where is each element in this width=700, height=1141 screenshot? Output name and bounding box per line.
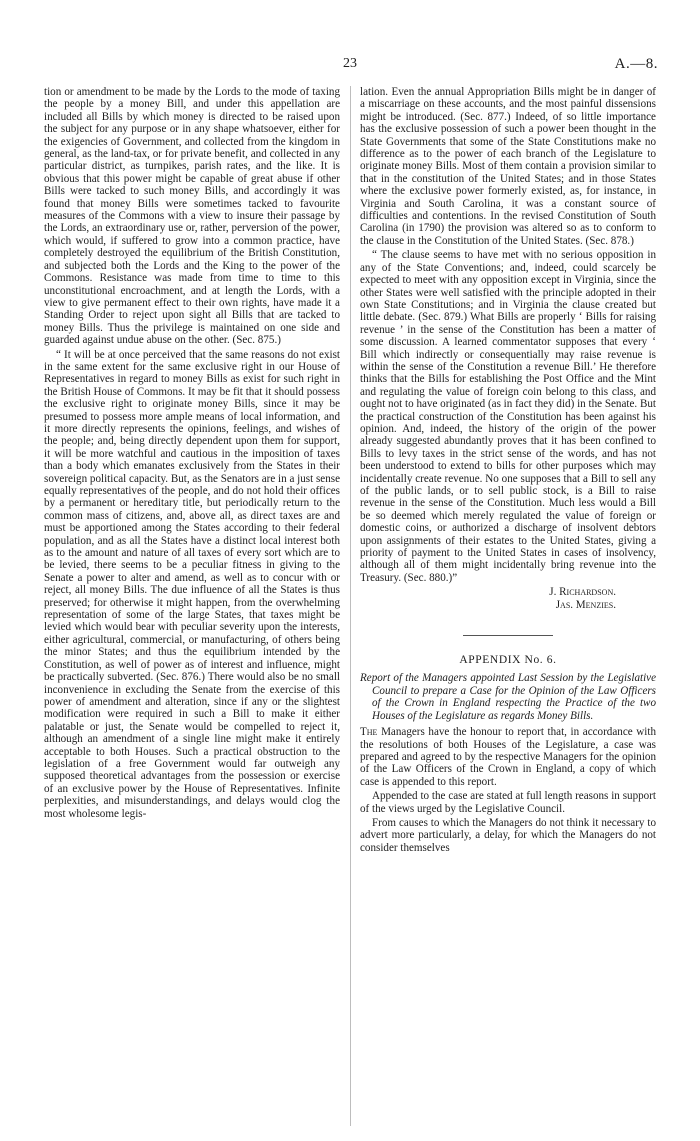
- appendix-subtitle: Report of the Managers appointed Last Session by the Legislative Council to prepare a Case for the Opinion of the Law Officers of the Crown in England respecting the Practice of the two Houses of the Legislature as regards Money Bills.: [360, 672, 656, 722]
- paragraph: [360, 726, 656, 788]
- paragraph: “ The clause seems to have met with no serious opposition in any of the State Conventions; and, indeed, could scarcely be expected to meet with any opposition except in Virginia, since the other States were well satisfied with the principle adopted in their own State Constitutions; and in Virginia the clause created but little debate. (Sec. 879.) What Bills are properly ‘ Bills for raising revenue ’ in the sense of the Constitution has been a matter of some discussion. A learned commentator supposes that every ‘ Bill which indirectly or consequentially may raise revenue is within the sense of the Constitution a revenue Bill.’ He therefore thinks that the Bills for establishing the Post Office and the Mint and regulating the value of foreign coin belong to this class, and ought not to have originated (as in fact they did) in the Senate. But the practical construction of the Constitution has been against his opinion. And, indeed, the history of the origin of the power already suggested abundantly proves that it has been confined to Bills to levy taxes in the strict sense of the words, and has not been understood to extend to bills for other purposes which may incidentally create revenue. No one supposes that a Bill to sell any of the public lands, or to sell public stock, is a Bill to raise revenue in the sense of the Constitution. Much less would a Bill be so deemed which merely regulated the value of foreign or domestic coins, or authorized a discharge of insolvent debtors upon assignments of their estates to the United States, giving a priority of payment to the United States in cases of insolvency, although all of them might incidentally bring revenue into the Treasury. (Sec. 880.)”: [360, 249, 656, 584]
- page-header: [40, 56, 660, 74]
- section-separator: [463, 635, 553, 636]
- paragraph: From causes to which the Managers do not think it necessary to advert more particularly, a delay, for which the Managers do not consider themselves: [360, 816, 656, 854]
- left-column: [44, 86, 340, 822]
- signature: Jas. Menzies.: [555, 598, 616, 611]
- paragraph: “ It will be at once perceived that the same reasons do not exist in the same extent for the same exclusive right in our House of Representatives in regard to money Bills as exist for such right in the British House of Commons. It may be fit that it should possess the exclusive right to originate money Bills, since it may be presumed to possess more ample means of local information, and it more directly represents the opinions, feelings, and wishes of the people; and, being directly dependent upon them for support, it will be more watchful and cautious in the imposition of taxes than a body which emanates exclusively from the States in their sovereign political capacity. But, as the Senators are in a just sense equally representatives of the people, and do not hold their offices by a permanent or hereditary title, but periodically return to the common mass of citizens, and, above all, as direct taxes are and must be apportioned among the States according to their federal population, and as all the States have a distinct local interest both as to the amount and nature of all taxes of every sort which are to be levied, there seems to be a peculiar fitness in giving to the Senate a power to alter and amend, as well as to concur with or reject, all money Bills. The due influence of all the States is thus preserved; for otherwise it might happen, from the overwhelming representation of some of the large States, that taxes might be levied which would bear with peculiar severity upon the interests, either agricultural, commercial, or manufacturing, of others being the minor States; and thus the equilibrium intended by the Constitution, as well of power as of interest and influence, might be practically subverted. (Sec. 876.) There would also be no small inconvenience in excluding the Senate from the exercise of this power of amendment and alteration, since if any or the slightest modification were required in such a Bill to make it either palatable or just, the Senate would be compelled to reject it, although an amendment of a single line might make it entirely acceptable to both Houses. Such a practical obstruction to the legislation of a free Government would far outweigh any supposed theoretical advantages from the possession or exercise of an exclusive power by the House of Representatives. Infinite perplexities, and misunderstandings, and delays would clog the most wholesome legis-: [44, 348, 340, 820]
- column-divider: [350, 86, 351, 1126]
- paragraph: lation. Even the annual Appropriation Bills might be in danger of a miscarriage on these accounts, and the most painful dissensions might be introduced. (Sec. 877.) Indeed, of so little importance has the exclusive possession of such a power been thought in the State Governments that some of the State Constitutions make no difference as to the power of each branch of the Legislature to originate money Bills. Most of them contain a provision similar to that in the constitution of the United States; and in those States where the exclusive power formerly existed, as, for instance, in Virginia and South Carolina, it was a constant source of difficulties and contentions. In the revised Constitution of South Carolina (in 1790) the provision was altered so as to conform to the clause in the Constitution of the United States. (Sec. 878.): [360, 86, 656, 247]
- paragraph: tion or amendment to be made by the Lords to the mode of taxing the people by a money Bill, and under this appellation are included all Bills by which money is directed to be raised upon the subject for any purpose or in any shape whatsoever, either for the exigencies of Government, and collected from the kingdom in general, as the land-tax, or for private benefit, and collected in any particular district, as turnpikes, parish rates, and the like. It is obvious that this power might be capable of great abuse if other Bills were tacked to such money Bills, and accordingly it was found that money Bills were sometimes tacked to favourite measures of the Commons with a view to insure their passage by the Lords, an extraordinary use or, rather, perversion of the power, which would, if suffered to grow into a common practice, have completely destroyed the equilibrium of the British Constitution, and subjected both the Lords and the King to the power of the Commons. Resistance was made from time to time to this unconstitutional encroachment, and at length the Lords, with a view to give permanent effect to their own rights, have made it a Standing Order to reject upon sight all Bills that are tacked to money Bills. Thus the privilege is maintained on one side and guarded against undue abuse on the other. (Sec. 875.): [44, 86, 340, 347]
- lead-word: The: [360, 726, 378, 739]
- paragraph: Appended to the case are stated at full length reasons in support of the views urged by the Legislative Council.: [360, 790, 656, 815]
- signature: J. Richardson.: [549, 586, 616, 599]
- document-reference: A.—8.: [614, 56, 658, 72]
- paragraph-text: Managers have the honour to report that, in accordance with the resolutions of both Houses of the Legislature, a case was prepared and agreed to by the respective Managers for the opinion of the Law Officers of the Crown in England, a copy of which case is appended to this report.: [360, 726, 656, 788]
- right-column: [360, 86, 656, 856]
- appendix-title: APPENDIX No. 6.: [459, 654, 557, 667]
- page-number: 23: [343, 56, 357, 71]
